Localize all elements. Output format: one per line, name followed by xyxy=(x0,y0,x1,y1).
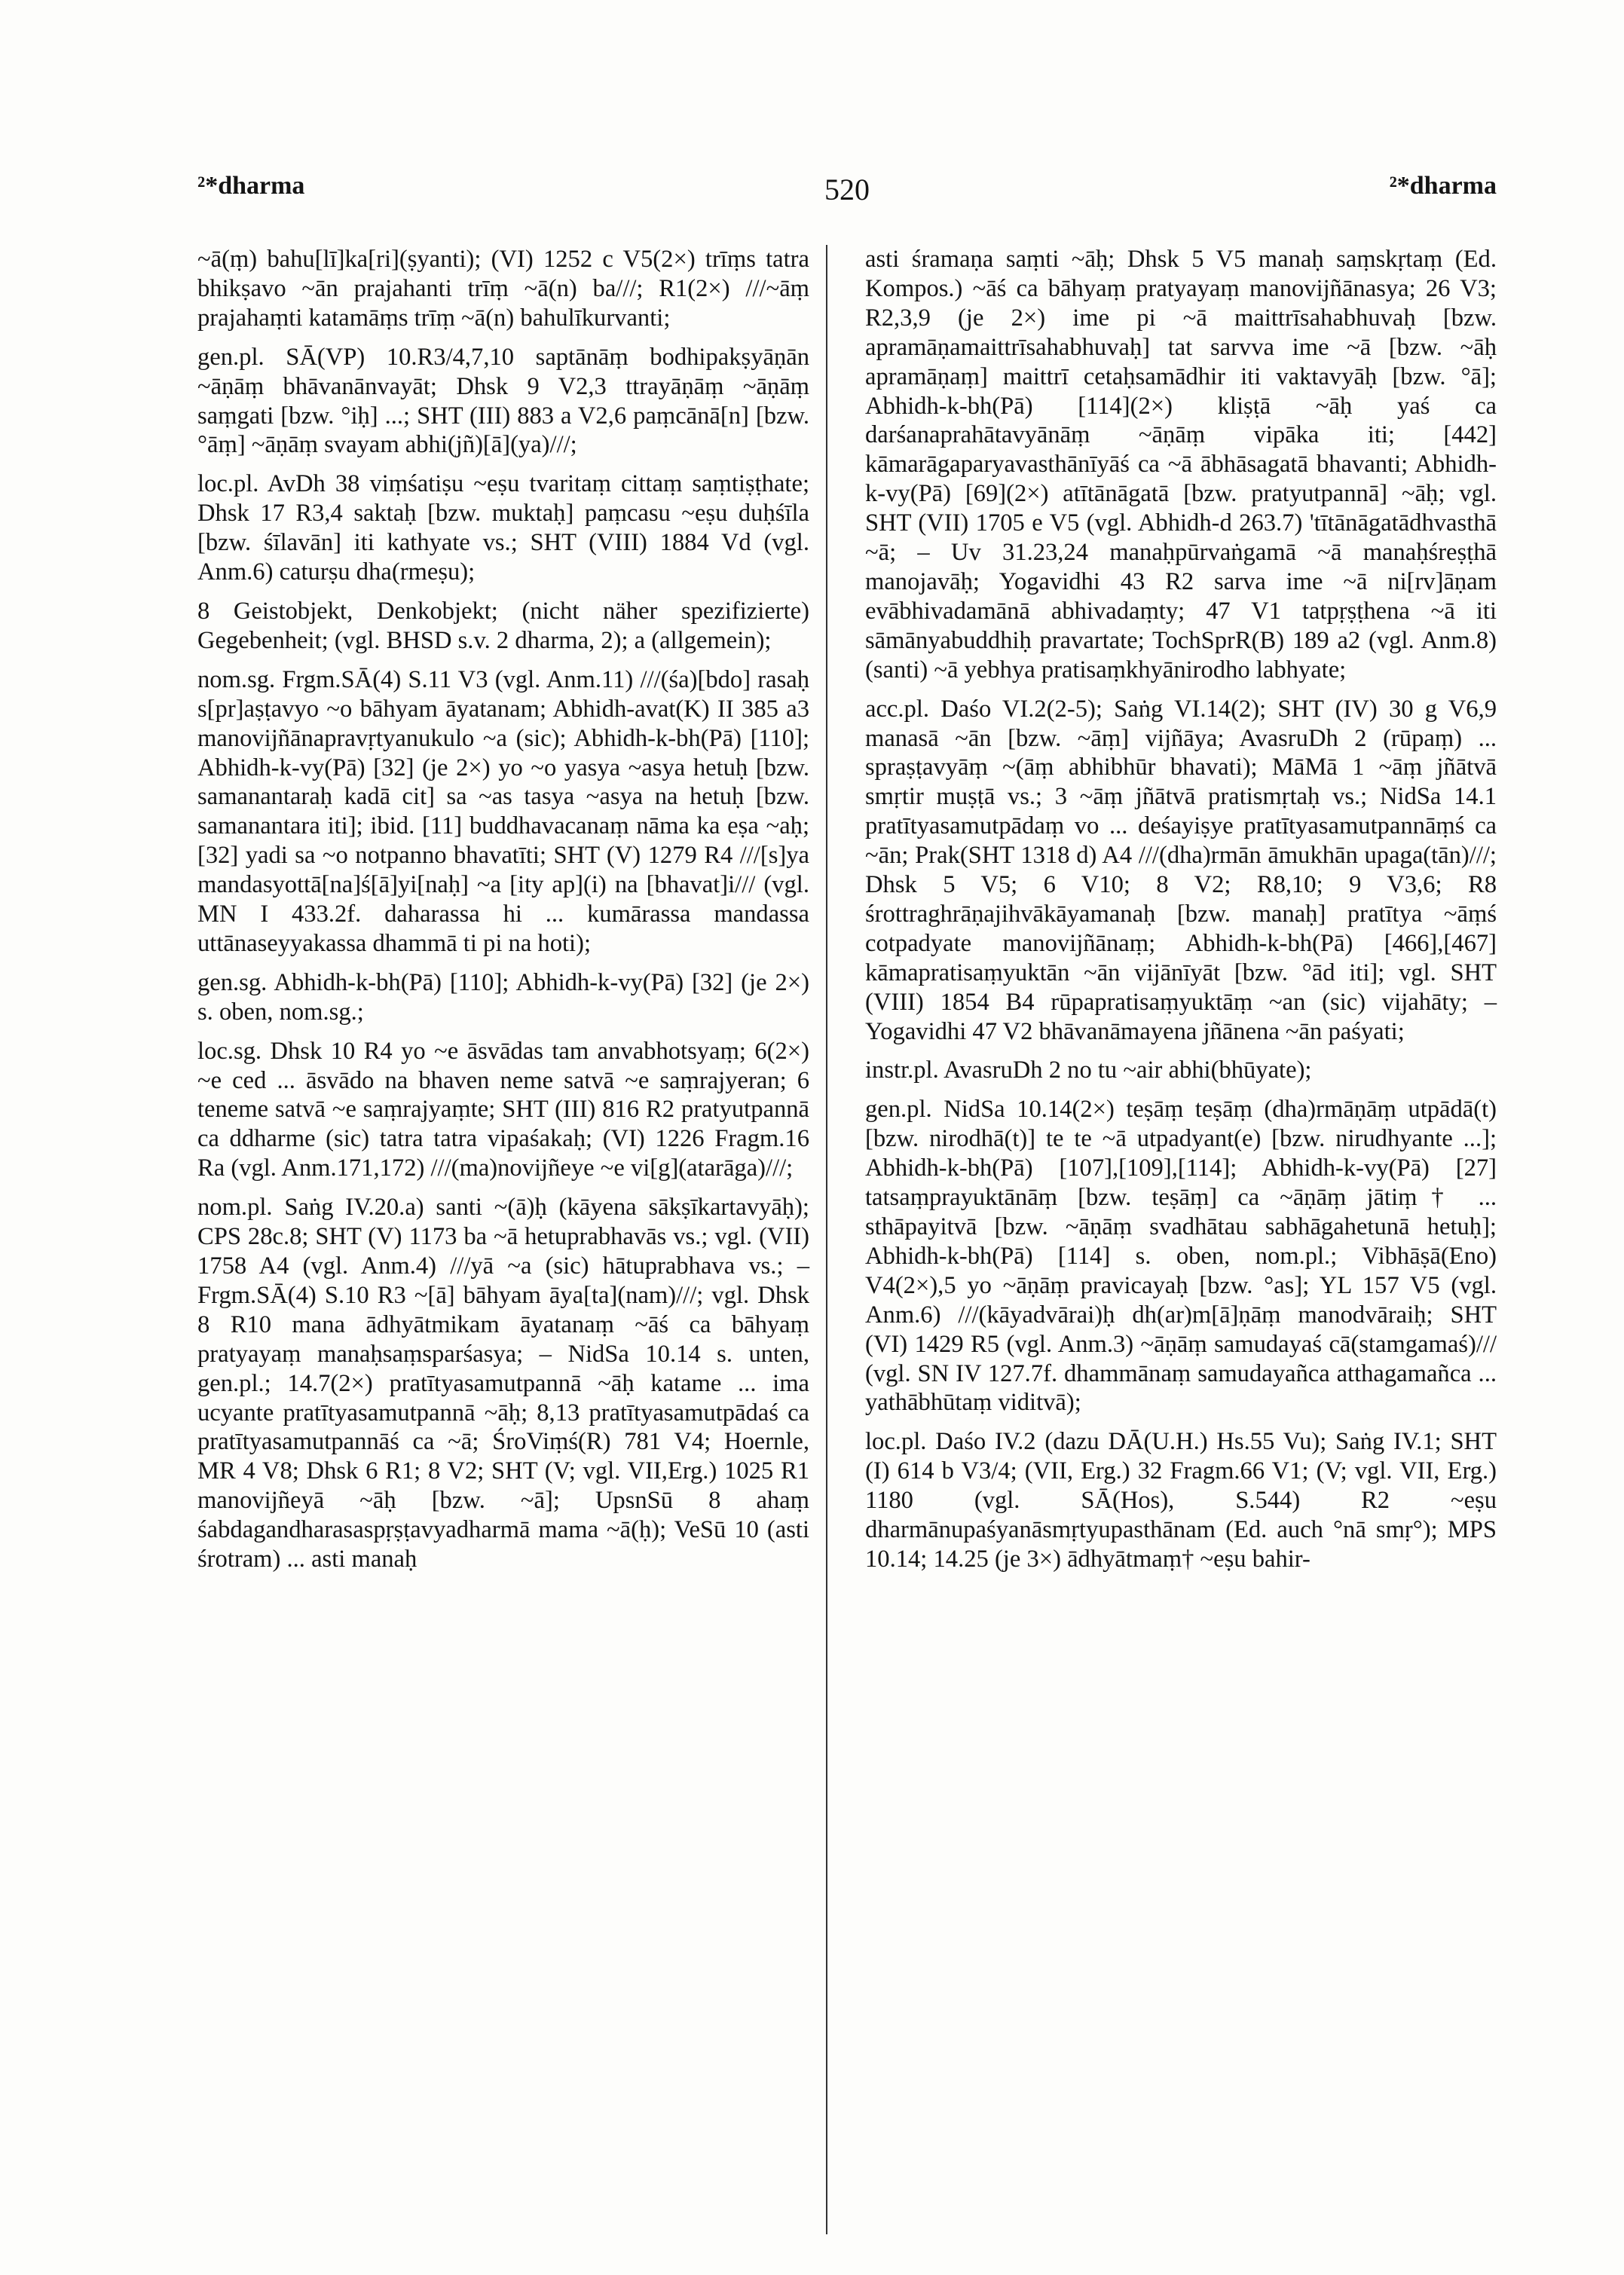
running-head xyxy=(197,172,1497,217)
entry-paragraph: acc.pl. Daśo VI.2(2-5); Saṅg VI.14(2); SHT (IV) 30 g V6,9 manasā ~ān [bzw. ~āṃ] vijñāya; AvasruDh 2 (rūpaṃ) ... spraṣṭavyāṃ ~(āṃ abhibhūr bhavati); MāMā 1 ~āṃ jñātvā smṛtir muṣṭā vs.; 3 ~āṃ jñātvā pratismṛtaḥ vs.; NidSa 14.1 pratītyasamutpādaṃ vo ... deśayiṣye pratītyasamutpannāṃś ca ~ān; Prak(SHT 1318 d) A4 ///(dha)rmān āmukhān upaga(tān)///; Dhsk 5 V5; 6 V10; 8 V2; R8,10; 9 V3,6; R8 śrottraghrāṇajihvākāyamanaḥ [bzw. manaḥ] pratītya ~āṃś cotpadyate manovijñānaṃ; Abhidh-k-bh(Pā) [466],[467] kāmapratisaṃyuktān ~ān vijānīyāt [bzw. °ād iti]; vgl. SHT (VIII) 1854 B4 rūpapratisaṃyuktāṃ ~an (sic) vijahāty; – Yogavidhi 47 V2 bhāvanāmayena jñānena ~ān paśyati; xyxy=(865,695,1497,1045)
entry-paragraph: 8 Geistobjekt, Denkobjekt; (nicht näher spezifizierte) Gegebenheit; (vgl. BHSD s.v. 2 dharma, 2); a (allgemein); xyxy=(197,597,809,654)
entry-paragraph: nom.sg. Frgm.SĀ(4) S.11 V3 (vgl. Anm.11) ///(śa)[bdo] rasaḥ s[pr]aṣṭavyo ~o bāhyam āyatanam; Abhidh-avat(K) II 385 a3 manovijñānapravṛtyanukulo ~a (sic); Abhidh-k-bh(Pā) [110]; Abhidh-k-vy(Pā) [32] (je 2×) yo ~o yasya ~asya hetuḥ [bzw. samanantaraḥ kadā cit] sa ~as tasya ~asya na hetuḥ [bzw. samanantara iti]; ibid. [11] buddhavacanaṃ nāma ka eṣa ~aḥ; [32] yadi sa ~o notpanno bhavatīti; SHT (V) 1279 R4 ///[s]ya mandasyottā[na]ś[ā]yi[naḥ] ~a [ity ap](i) na [bhavat]i/// (vgl. MN I 433.2f. daharassa hi ... kumārassa mandassa uttānaseyyakassa dhammā ti pi na hoti); xyxy=(197,665,809,957)
page-number: 520 xyxy=(824,173,870,206)
right-column xyxy=(865,245,1497,2234)
entry-paragraph: nom.pl. Saṅg IV.20.a) santi ~(ā)ḥ (kāyena sākṣīkartavyāḥ); CPS 28c.8; SHT (V) 1173 ba ~ā hetuprabhavās vs.; vgl. (VII) 1758 A4 (vgl. Anm.4) ///yā ~a (sic) hātuprabhava vs.; – Frgm.SĀ(4) S.10 R3 ~[ā] bāhyam āya[ta](nam)///; vgl. Dhsk 8 R10 mana ādhyātmikam āyatanaṃ ~āś ca bāhyaṃ pratyayaṃ manaḥsaṃsparśasya; – NidSa 10.14 s. unten, gen.pl.; 14.7(2×) pratītyasamutpannā ~āḥ katame ... ima ucyante pratītyasamutpannā ~āḥ; 8,13 pratītyasamutpādaś ca pratītyasamutpannāś ca ~ā; ŚroViṃś(R) 781 V4; Hoernle, MR 4 V8; Dhsk 6 R1; 8 V2; SHT (V; vgl. VII,Erg.) 1025 R1 manovijñeyā ~āḥ [bzw. ~ā]; UpsnSū 8 ahaṃ śabdagandharasaspṛṣṭavyadharmā mama ~ā(ḥ); VeSū 10 (asti śrotram) ... asti manaḥ xyxy=(197,1194,809,1573)
left-column xyxy=(197,245,827,2234)
header-right-keyword: ²*dharma xyxy=(1389,172,1497,200)
entry-paragraph: gen.pl. SĀ(VP) 10.R3/4,7,10 saptānāṃ bodhipakṣyāṇān ~āṇāṃ bhāvanānvayāt; Dhsk 9 V2,3 ttrayāṇāṃ ~āṇāṃ saṃgati [bzw. °iḥ] ...; SHT (III) 883 a V2,6 paṃcānā[n] [bzw. °āṃ] ~āṇāṃ svayam abhi(jñ)[ā](ya)///; xyxy=(197,343,809,459)
entry-paragraph: loc.sg. Dhsk 10 R4 yo ~e āsvādas tam anvabhotsyaṃ; 6(2×) ~e ced ... āsvādo na bhaven neme satvā ~e saṃrajyeran; 6 teneme satvā ~e saṃrajyaṃte; SHT (III) 816 R2 pratyutpannā ca ddharme (sic) tatra tatra vipaśakaḥ; (VI) 1226 Fragm.16 Ra (vgl. Anm.171,172) ///(ma)novijñeye ~e vi[g](atarāga)///; xyxy=(197,1037,809,1182)
entry-paragraph: gen.pl. NidSa 10.14(2×) teṣāṃ teṣāṃ (dha)rmāṇāṃ utpādā(t) [bzw. nirodhā(t)] te te ~ā utpadyant(e) [bzw. nirudhyante ...]; Abhidh-k-bh(Pā) [107],[109],[114]; Abhidh-k-vy(Pā) [27] tatsaṃprayuktānāṃ [bzw. teṣāṃ] ca ~āṇāṃ jātiṃ† ... sthāpayitvā [bzw. ~āṇāṃ svadhātau sabhāgahetunā hetuḥ]; Abhidh-k-bh(Pā) [114] s. oben, nom.pl.; Vibhāṣā(Eno) V4(2×),5 yo ~āṇāṃ pravicayaḥ [bzw. °as]; YL 157 V5 (vgl. Anm.6) ///(kāyadvārai)ḥ dh(ar)m[ā]ṇāṃ manodvāraiḥ; SHT (VI) 1429 R5 (vgl. Anm.3) ~āṇāṃ samudayaś cā(stamgamaś)/// (vgl. SN IV 127.7f. dhammānaṃ samudayañca atthagamañca ... yathābhūtaṃ viditvā); xyxy=(865,1096,1497,1417)
entry-paragraph: loc.pl. Daśo IV.2 (dazu DĀ(U.H.) Hs.55 Vu); Saṅg IV.1; SHT (I) 614 b V3/4; (VII, Erg.) 32 Fragm.66 V1; (V; vgl. VII, Erg.) 1180 (vgl. SĀ(Hos), S.544) R2 ~eṣu dharmānupaśyanāsmṛtyupasthānam (Ed. auch °nā smṛ°); MPS 10.14; 14.25 (je 3×) ādhyātmaṃ† ~eṣu bahir- xyxy=(865,1428,1497,1573)
dictionary-body xyxy=(197,245,1497,2234)
entry-paragraph: ~ā(ṃ) bahu[lī]ka[ri](ṣyanti); (VI) 1252 c V5(2×) trīṃs tatra bhikṣavo ~ān prajahanti trīṃ ~ā(n) ba///; R1(2×) ///~āṃ prajahaṃti katamāṃs trīṃ ~ā(n) bahulīkurvanti; xyxy=(197,246,809,332)
entry-paragraph: asti śramaṇa saṃti ~āḥ; Dhsk 5 V5 manaḥ saṃskṛtaṃ (Ed. Kompos.) ~āś ca bāhyaṃ pratyayaṃ manovijñānasya; 26 V3; R2,3,9 (je 2×) ime pi ~ā maittrīsahabhuvaḥ [bzw. apramāṇamaittrīsahabhuvaḥ] tat sarvva ime ~ā [bzw. ~āḥ apramāṇaṃ] maittrī cetaḥsamādhir iti vaktavyāḥ [bzw. °ā]; Abhidh-k-bh(Pā) [114](2×) kliṣṭā ~āḥ yaś ca darśanaprahātavyānāṃ ~āṇāṃ vipāka iti; [442] kāmarāgaparyavasthānīyāś ca ~ā ābhāsagatā bhavanti; Abhidh-k-vy(Pā) [69](2×) atītānāgatā [bzw. pratyutpannā] ~āḥ; vgl. SHT (VII) 1705 e V5 (vgl. Abhidh-d 263.7) 'tītānāgatādhvasthā ~ā; – Uv 31.23,24 manaḥpūrvaṅgamā ~ā manaḥśreṣṭhā manojavāḥ; Yogavidhi 43 R2 sarva ime ~ā ni[rv]āṇam evābhivadamānā abhivadaṃty; 47 V1 tatpṛṣṭhena ~ā iti sāmānyabuddhiḥ pravartate; TochSprR(B) 189 a2 (vgl. Anm.8) (santi) ~ā yebhya pratisaṃkhyānirodho labhyate; xyxy=(865,246,1497,683)
entry-paragraph: instr.pl. AvasruDh 2 no tu ~air abhi(bhūyate); xyxy=(865,1056,1312,1084)
entry-paragraph: loc.pl. AvDh 38 viṃśatiṣu ~eṣu tvaritaṃ cittaṃ saṃtiṣṭhate; Dhsk 17 R3,4 saktaḥ [bzw. muktaḥ] paṃcasu ~eṣu duḥśīla [bzw. śīlavān] iti kathyate vs.; SHT (VIII) 1884 Vd (vgl. Anm.6) caturṣu dha(rmeṣu); xyxy=(197,470,809,586)
entry-paragraph: gen.sg. Abhidh-k-bh(Pā) [110]; Abhidh-k-vy(Pā) [32] (je 2×) s. oben, nom.sg.; xyxy=(197,968,809,1026)
header-left-keyword: ²*dharma xyxy=(197,172,305,200)
